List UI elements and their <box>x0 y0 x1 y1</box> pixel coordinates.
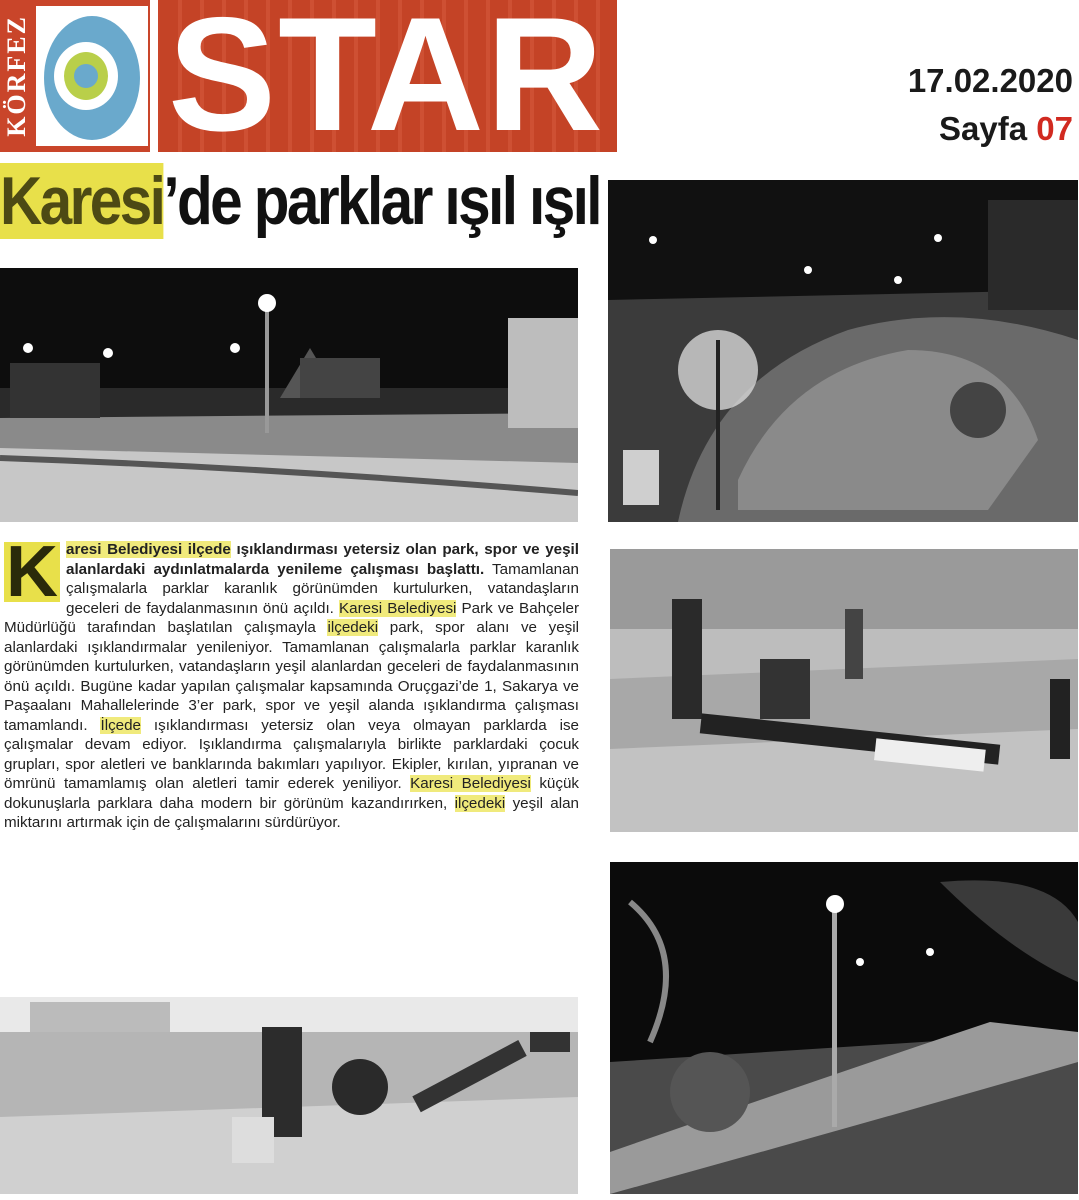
lead-highlight: aresi Belediyesi ilçede <box>66 541 231 558</box>
headline-rest: ’de parklar ışıl ışıl <box>163 163 600 239</box>
page-number: 07 <box>1036 110 1073 147</box>
page-label: Sayfa <box>939 110 1028 147</box>
photo-night-path <box>610 862 1078 1194</box>
photo-workers-ground <box>0 997 578 1194</box>
photo-night-park-paths <box>608 180 1078 522</box>
photo-night-park-wide <box>0 268 578 522</box>
article-text-2: Park ve Bahçeler Müdürlüğü tarafından başlatılan çalışmayla <box>4 599 580 636</box>
article-text-1: Tamamlanan çalışmalarla parklar karanlık görünümden kurtulurken, vatandaşların geceleri de faydalanmasının önü açıldı. <box>66 560 579 617</box>
highlight-ilcedeki-2: ilçedeki <box>454 794 506 812</box>
highlight-karesi-1: Karesi Belediyesi <box>339 599 457 617</box>
article-text-6: yeşil alan miktarını artırmak için de çalışmalarını sürdürüyor. <box>4 794 579 831</box>
article-body <box>4 532 580 833</box>
headline-highlight: Karesi <box>0 163 164 239</box>
masthead-title: STAR <box>168 0 605 152</box>
vertical-brand-text: KÖRFEZ <box>2 15 31 137</box>
headline <box>0 163 600 239</box>
masthead-separator <box>150 0 158 152</box>
eye-emblem-icon <box>36 6 148 146</box>
issue-date: 17.02.2020 <box>907 62 1073 99</box>
lead-rest: ışıklandırması yetersiz olan park, spor ve yeşil alanlardaki aydınlatmalarda yenileme çalışması başlattı. <box>66 541 579 578</box>
article-text-3: park, spor alanı ve yeşil alanlardaki ışıklandırmalar yenileniyor. Tamamlanan çalışmalarla parklar karanlık görünümden kurtulurken, vatandaşların yeşil alanlardan geceleri de faydalanmasının önü açıldı. Bugüne kadar yapılan çalışmalar kapsamında Oruçgazi’de 1, Sakarya ve Paşaalanı Mahallelerinde 3’er park, spor ve yeşil alanda ışıklandırma çalışması tamamlandı. <box>4 619 580 734</box>
logo-emblem <box>36 6 148 146</box>
article-text-5: küçük dokunuşlarla parklara daha modern bir görünüm kazandırırken, <box>4 775 579 812</box>
page-indicator <box>939 110 1073 148</box>
photo-workers-pole <box>610 549 1078 832</box>
highlight-ilcedeki-1: ilçedeki <box>327 619 379 636</box>
highlight-ilcede: İlçede <box>100 716 141 734</box>
article-text-4: ışıklandırması yetersiz olan veya olmayan parklarda ise çalışmalar devam ediyor. Işıklandırma çalışmalarıyla birlikte parklardaki çocuk grupları, spor aletleri ve banklarında bakımları yapılıyor. Ekipler, kırılan, yıpranan ve ömrünü tamamlamış olan aletleri tamir ederek yeniliyor. <box>4 716 579 792</box>
brand-vertical <box>2 0 32 152</box>
highlight-karesi-2: Karesi Belediyesi <box>410 775 531 792</box>
dropcap: K <box>6 532 58 612</box>
masthead <box>0 0 617 152</box>
